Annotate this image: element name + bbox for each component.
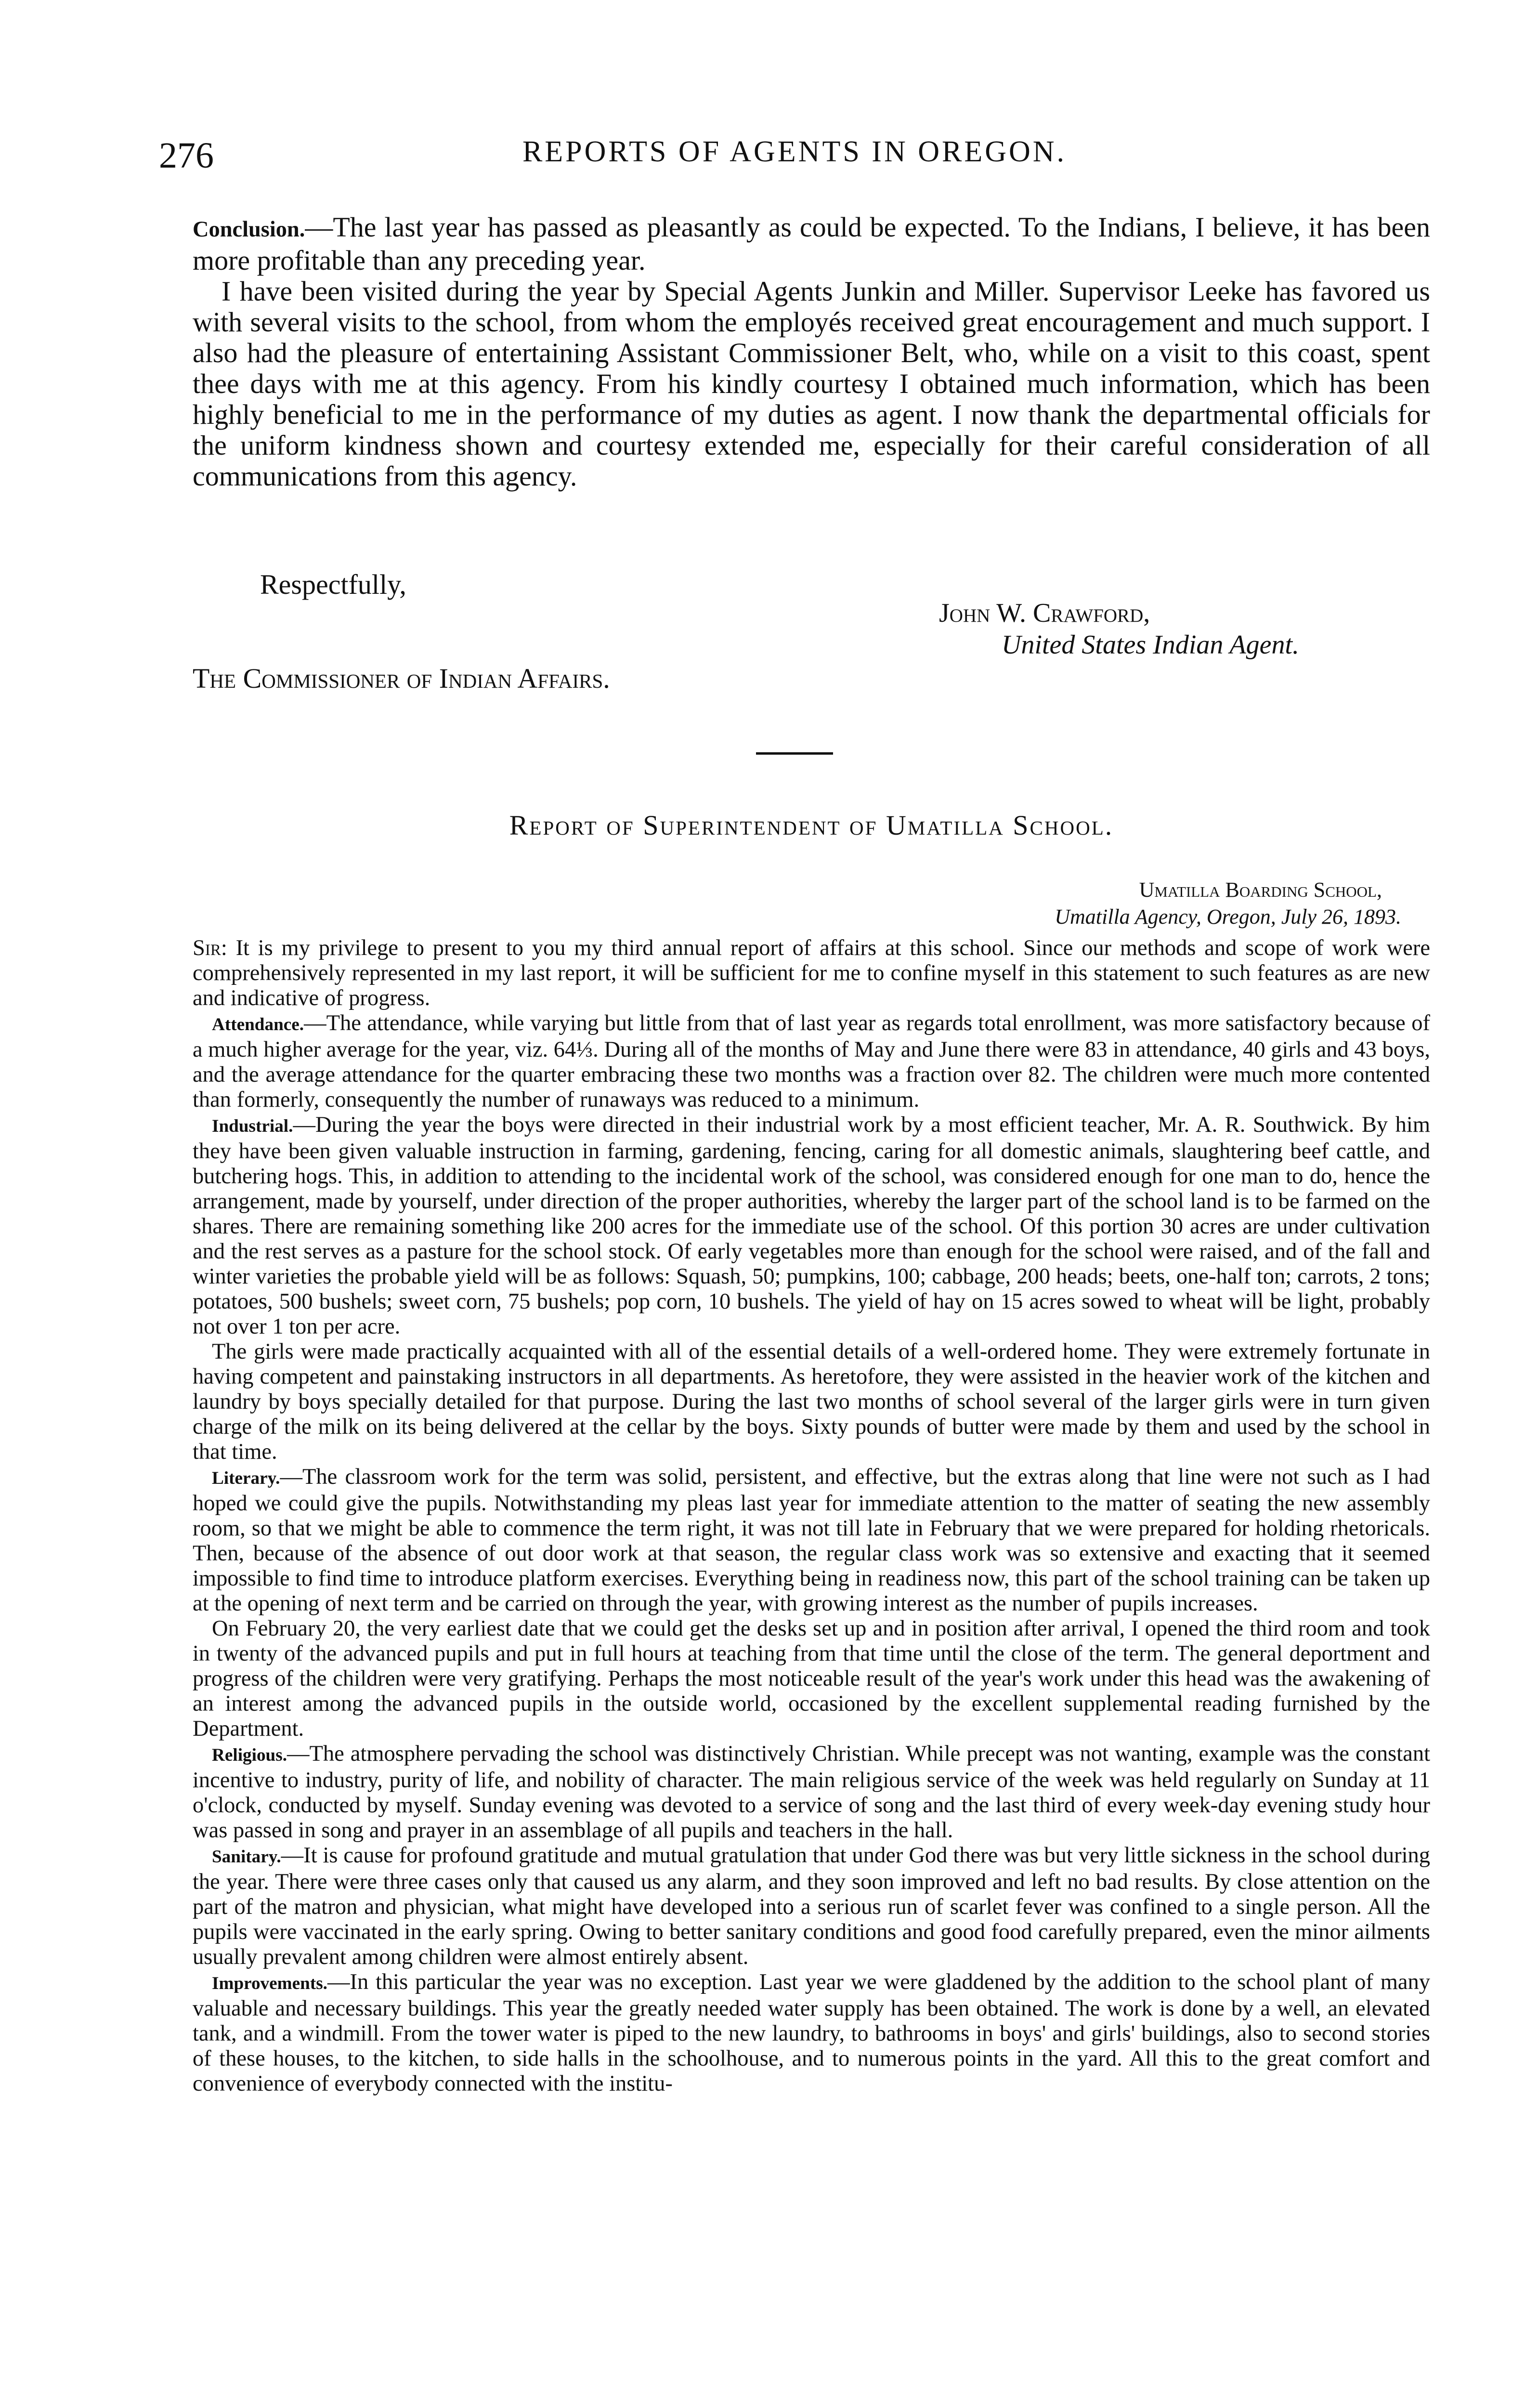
- improvements-runin: Improvements.: [212, 1974, 327, 1993]
- conclusion-runin: Conclusion.: [193, 217, 305, 242]
- signer-title: United States Indian Agent.: [1002, 630, 1299, 660]
- attendance-paragraph: [193, 1011, 1430, 1112]
- improvements-text: —In this particular the year was no exception. Last year we were gladdened by the addition to the school plant of many valuable and necessary buildings. This year the greatly needed water supply has been obtained. The work is done by a well, an elevated tank, and a windmill. From the tower water is piped to the new laundry, to bathrooms in boys' and girls' buildings, also to second stories of these houses, to the kitchen, to side halls in the schoolhouse, and to numerous points in the yard. All this to the great comfort and convenience of everybody connected with the institu-: [193, 1970, 1430, 2096]
- intro-paragraph: [193, 936, 1430, 1011]
- letter-addressee: The Commissioner of Indian Affairs.: [193, 663, 610, 694]
- report-heading: Report of Superintendent of Umatilla School.: [509, 810, 1114, 841]
- page-number: 276: [159, 135, 214, 176]
- sanitary-text: —It is cause for profound gratitude and mutual gratulation that under God there was but very little sickness in the school during the year. There were three cases only that caused us any alarm, and they soon improved and left no bad results. By close attention on the part of the matron and physician, what might have developed into a serious run of scarlet fever was confined to a single person. All the pupils were vaccinated in the early spring. Owing to better sanitary conditions and good food carefully prepared, even the minor ailments usually prevalent among children were almost entirely absent.: [193, 1843, 1430, 1969]
- religious-text: —The atmosphere pervading the school was distinctively Christian. While precept was not wanting, example was the constant incentive to industry, purity of life, and nobility of character. The main religious service of the week was held regularly on Sunday at 11 o'clock, conducted by myself. Sunday evening was devoted to a service of song and the last third of every week-day evening study hour was passed in song and prayer in an assemblage of all pupils and teachers in the hall.: [193, 1741, 1430, 1843]
- running-title: REPORTS OF AGENTS IN OREGON.: [522, 135, 1067, 168]
- literary-paragraph: [193, 1465, 1430, 1616]
- conclusion-paragraph: [193, 212, 1430, 276]
- section-divider: [756, 752, 833, 755]
- industrial-runin: Industrial.: [212, 1116, 293, 1136]
- literary-runin: Literary.: [212, 1468, 280, 1488]
- attendance-runin: Attendance.: [212, 1015, 304, 1034]
- literary-text: —The classroom work for the term was solid, persistent, and effective, but the extras along that line were not such as I had hoped we could give the pupils. Notwithstanding my pleas last year for immediate attention to the matter of seating the new assembly room, so that we might be able to commence the term right, it was not till late in February that we were prepared for holding rhetoricals. Then, because of the absence of out door work at that season, the regular class work was so extensive and exacting that it seemed impossible to find time to introduce platform exercises. Everything being in readiness now, this part of the school training can be taken up at the opening of next term and be carried on through the year, with growing interest as the number of pupils increases.: [193, 1465, 1430, 1616]
- religious-runin: Religious.: [212, 1745, 287, 1765]
- improvements-paragraph: [193, 1970, 1430, 2096]
- school-name: Umatilla Boarding School,: [1139, 878, 1382, 902]
- page-header: [159, 135, 1430, 183]
- visits-paragraph: I have been visited during the year by Special Agents Junkin and Miller. Supervisor Leeke has favored us with several visits to the school, from whom the employés received great encouragement and much support. I also had the pleasure of entertaining Assistant Commissioner Belt, who, while on a visit to this coast, spent thee days with me at this agency. From his kindly courtesy I obtained much information, which has been highly beneficial to me in the performance of my duties as agent. I now thank the departmental officials for the uniform kindness shown and courtesy extended me, especially for their careful consideration of all communications from this agency.: [193, 275, 1430, 492]
- sanitary-paragraph: [193, 1843, 1430, 1970]
- february-paragraph: On February 20, the very earliest date that we could get the desks set up and in position after arrival, I opened the third room and took in twenty of the advanced pupils and put in full hours at teaching from that time until the close of the term. The general deportment and progress of the children were very gratifying. Perhaps the most noticeable result of the year's work under this head was the awakening of an interest among the advanced pupils in the outside world, occasioned by the excellent supplemental reading furnished by the Department.: [193, 1616, 1430, 1741]
- signer-name: John W. Crawford,: [939, 598, 1150, 628]
- salutation: Sir:: [193, 936, 227, 960]
- report-dateline: [891, 877, 1401, 930]
- report-body: [193, 936, 1430, 2096]
- intro-text: It is my privilege to present to you my third annual report of affairs at this school. Since our methods and scope of work were comprehensively represented in my last report, it will be sufficient for me to confine myself in this statement to such features as are new and indicative of progress.: [193, 936, 1430, 1010]
- signature-block: [939, 597, 1299, 661]
- letter-closing: Respectfully,: [260, 569, 406, 600]
- sanitary-runin: Sanitary.: [212, 1847, 281, 1867]
- industrial-text: —During the year the boys were directed in their industrial work by a most efficient teacher, Mr. A. R. Southwick. By him they have been given valuable instruction in farming, gardening, fencing, caring for all domestic animals, slaughtering beef cattle, and butchering hogs. This, in addition to attending to the incidental work of the school, was considered enough for one man to do, hence the arrangement, made by yourself, under direction of the proper authorities, whereby the larger part of the school land is to be farmed on the shares. There are remaining something like 200 acres for the immediate use of the school. Of this portion 30 acres are under cultivation and the rest serves as a pasture for the school stock. Of early vegetables more than enough for the school were raised, and of the fall and winter varieties the probable yield will be as follows: Squash, 50; pumpkins, 100; cabbage, 200 heads; beets, one-half ton; carrots, 2 tons; potatoes, 500 bushels; sweet corn, 75 bushels; pop corn, 10 bushels. The yield of hay on 15 acres sowed to wheat will be light, probably not over 1 ton per acre.: [193, 1112, 1430, 1339]
- place-and-date: Umatilla Agency, Oregon, July 26, 1893.: [1055, 905, 1401, 929]
- conclusion-text: —The last year has passed as pleasantly as could be expected. To the Indians, I believe, it has been more profitable than any preceding year.: [193, 211, 1430, 276]
- letter-body: [193, 212, 1430, 492]
- industrial-paragraph: [193, 1112, 1430, 1339]
- attendance-text: —The attendance, while varying but little from that of last year as regards total enrollment, was more satisfactory because of a much higher average for the year, viz. 64⅓. During all of the months of May and June there were 83 in attendance, 40 girls and 43 boys, and the average attendance for the quarter embracing these two months was a fraction over 82. The children were much more contented than formerly, consequently the number of runaways was reduced to a minimum.: [193, 1011, 1430, 1112]
- religious-paragraph: [193, 1741, 1430, 1843]
- girls-paragraph: The girls were made practically acquainted with all of the essential details of a well-ordered home. They were extremely fortunate in having competent and painstaking instructors in all departments. As heretofore, they were assisted in the heavier work of the kitchen and laundry by boys specially detailed for that purpose. During the last two months of school several of the larger girls were in turn given charge of the milk on its being delivered at the cellar by the boys. Sixty pounds of butter were made by them and used by the school in that time.: [193, 1339, 1430, 1464]
